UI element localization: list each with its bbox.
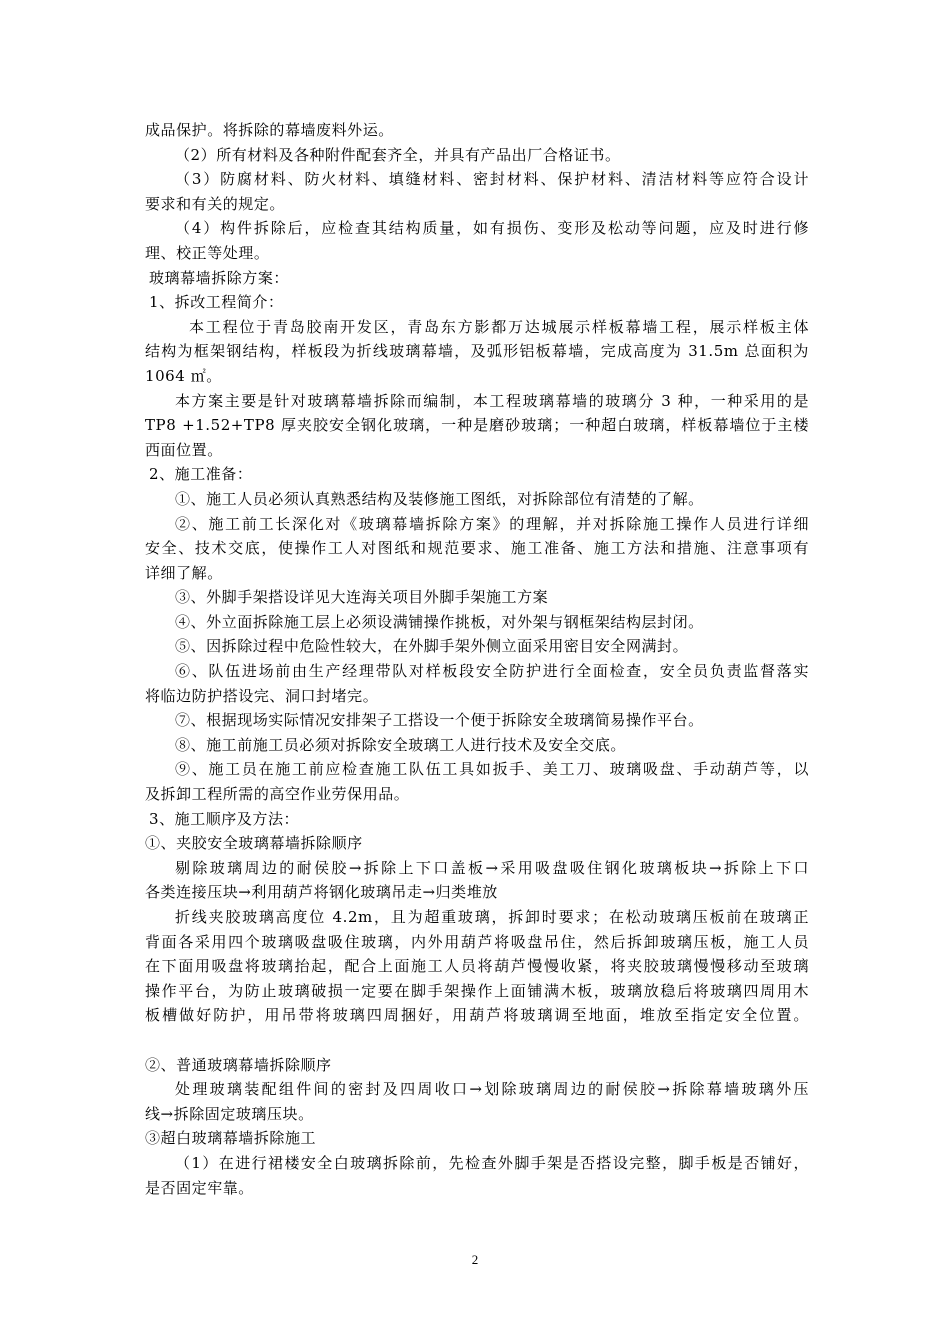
text-line: ⑥、队伍进场前由生产经理带队对样板段安全防护进行全面检查，安全员负责监督落实	[175, 662, 809, 681]
text-line: 各类连接压块→利用葫芦将钢化玻璃吊走→归类堆放	[145, 883, 498, 902]
text-line: 将临边防护搭设完、洞口封堵完。	[145, 686, 379, 705]
text-line: 折线夹胶玻璃高度位 4.2m，且为超重玻璃，拆卸时要求；在松动玻璃压板前在玻璃正	[175, 908, 809, 926]
text-line: 及拆卸工程所需的高空作业劳保用品。	[145, 785, 410, 804]
text-line: （4）构件拆除后，应检查其结构质量，如有损伤、变形及松动等问题，应及时进行修	[175, 219, 809, 238]
blank-line	[145, 1028, 809, 1053]
text-line: 是否固定牢靠。	[145, 1178, 254, 1197]
text-line: 本方案主要是针对玻璃幕墙拆除而编制，本工程玻璃幕墙的玻璃分 3 种，一种采用的是	[175, 391, 809, 410]
subsection-heading: ①、夹胶安全玻璃幕墙拆除顺序	[145, 834, 363, 853]
text-line: 安全、技术交底，使操作工人对图纸和规范要求、施工准备、施工方法和措施、注意事项有	[145, 539, 809, 558]
text-line: 详细了解。	[145, 563, 223, 582]
text-line: 剔除玻璃周边的耐侯胶→拆除上下口盖板→采用吸盘吸住钢化玻璃板块→拆除上下口	[175, 858, 809, 877]
text-line: ⑨、施工员在施工前应检查施工队伍工具如扳手、美工刀、玻璃吸盘、手动葫芦等，以	[175, 760, 809, 779]
text-line: ⑤、因拆除过程中危险性较大，在外脚手架外侧立面采用密目安全网满封。	[175, 637, 689, 656]
text-line: 成品保护。将拆除的幕墙废料外运。	[145, 121, 394, 139]
text-line: 处理玻璃装配组件间的密封及四周收口→划除玻璃周边的耐侯胶→拆除幕墙玻璃外压	[175, 1080, 809, 1099]
text-line: 背面各采用四个玻璃吸盘吸住玻璃，内外用葫芦将吸盘吊住，然后拆卸玻璃压板，施工人员	[145, 932, 809, 951]
text-line: 结构为框架钢结构，样板段为折线玻璃幕墙，及弧形铝板幕墙，完成高度为 31.5m 总面积为	[145, 342, 809, 361]
text-line: ③、外脚手架搭设详见大连海关项目外脚手架施工方案	[175, 588, 549, 607]
text-line: 线→拆除固定玻璃压块。	[145, 1104, 314, 1123]
section-heading: 玻璃幕墙拆除方案：	[149, 268, 289, 287]
document-body	[145, 118, 809, 1200]
text-line: ⑦、根据现场实际情况安排架子工搭设一个便于拆除安全玻璃简易操作平台。	[175, 711, 704, 730]
text-line: 理、校正等处理。	[145, 243, 270, 262]
subsection-heading: ②、普通玻璃幕墙拆除顺序	[145, 1055, 332, 1074]
section-heading: 1、拆改工程简介：	[149, 293, 284, 312]
text-line: （1）在进行裙楼安全白玻璃拆除前，先检查外脚手架是否搭设完整，脚手板是否铺好，	[175, 1153, 809, 1172]
text-line: TP8 +1.52+TP8 厚夹胶安全钢化玻璃，一种是磨砂玻璃；一种超白玻璃，样板幕墙位于主楼	[145, 416, 809, 435]
text-line: 要求和有关的规定。	[145, 194, 285, 213]
text-line: 本工程位于青岛胶南开发区，青岛东方影都万达城展示样板幕墙工程，展示样板主体	[189, 317, 809, 336]
text-line: 1064 ㎡。	[145, 366, 222, 385]
text-line: ①、施工人员必须认真熟悉结构及装修施工图纸，对拆除部位有清楚的了解。	[175, 489, 704, 508]
text-line: 西面位置。	[145, 440, 223, 459]
text-line: ②、施工前工长深化对《玻璃幕墙拆除方案》的理解，并对拆除施工操作人员进行详细	[175, 514, 809, 533]
text-line: ④、外立面拆除施工层上必须设满铺操作挑板，对外架与钢框架结构层封闭。	[175, 612, 704, 631]
text-line: （3）防腐材料、防火材料、填缝材料、密封材料、保护材料、清洁材料等应符合设计	[175, 170, 809, 189]
section-heading: 3、施工顺序及方法：	[149, 809, 300, 828]
text-line: （2）所有材料及各种附件配套齐全，并具有产品出厂合格证书。	[175, 145, 621, 164]
text-line: 在下面用吸盘将玻璃抬起，配合上面施工人员将葫芦慢慢收紧，将夹胶玻璃慢慢移动至玻璃	[145, 957, 809, 976]
text-line: 板槽做好防护，用吊带将玻璃四周捆好，用葫芦将玻璃调至地面，堆放至指定安全位置。	[145, 1006, 809, 1025]
text-line: ⑧、施工前施工员必须对拆除安全玻璃工人进行技术及安全交底。	[175, 735, 626, 754]
text-line: 操作平台，为防止玻璃破损一定要在脚手架操作上面铺满木板，玻璃放稳后将玻璃四周用木	[145, 981, 809, 1000]
subsection-heading: ③超白玻璃幕墙拆除施工	[145, 1129, 317, 1148]
page-number: 2	[471, 1252, 479, 1267]
section-heading: 2、施工准备：	[149, 465, 253, 484]
